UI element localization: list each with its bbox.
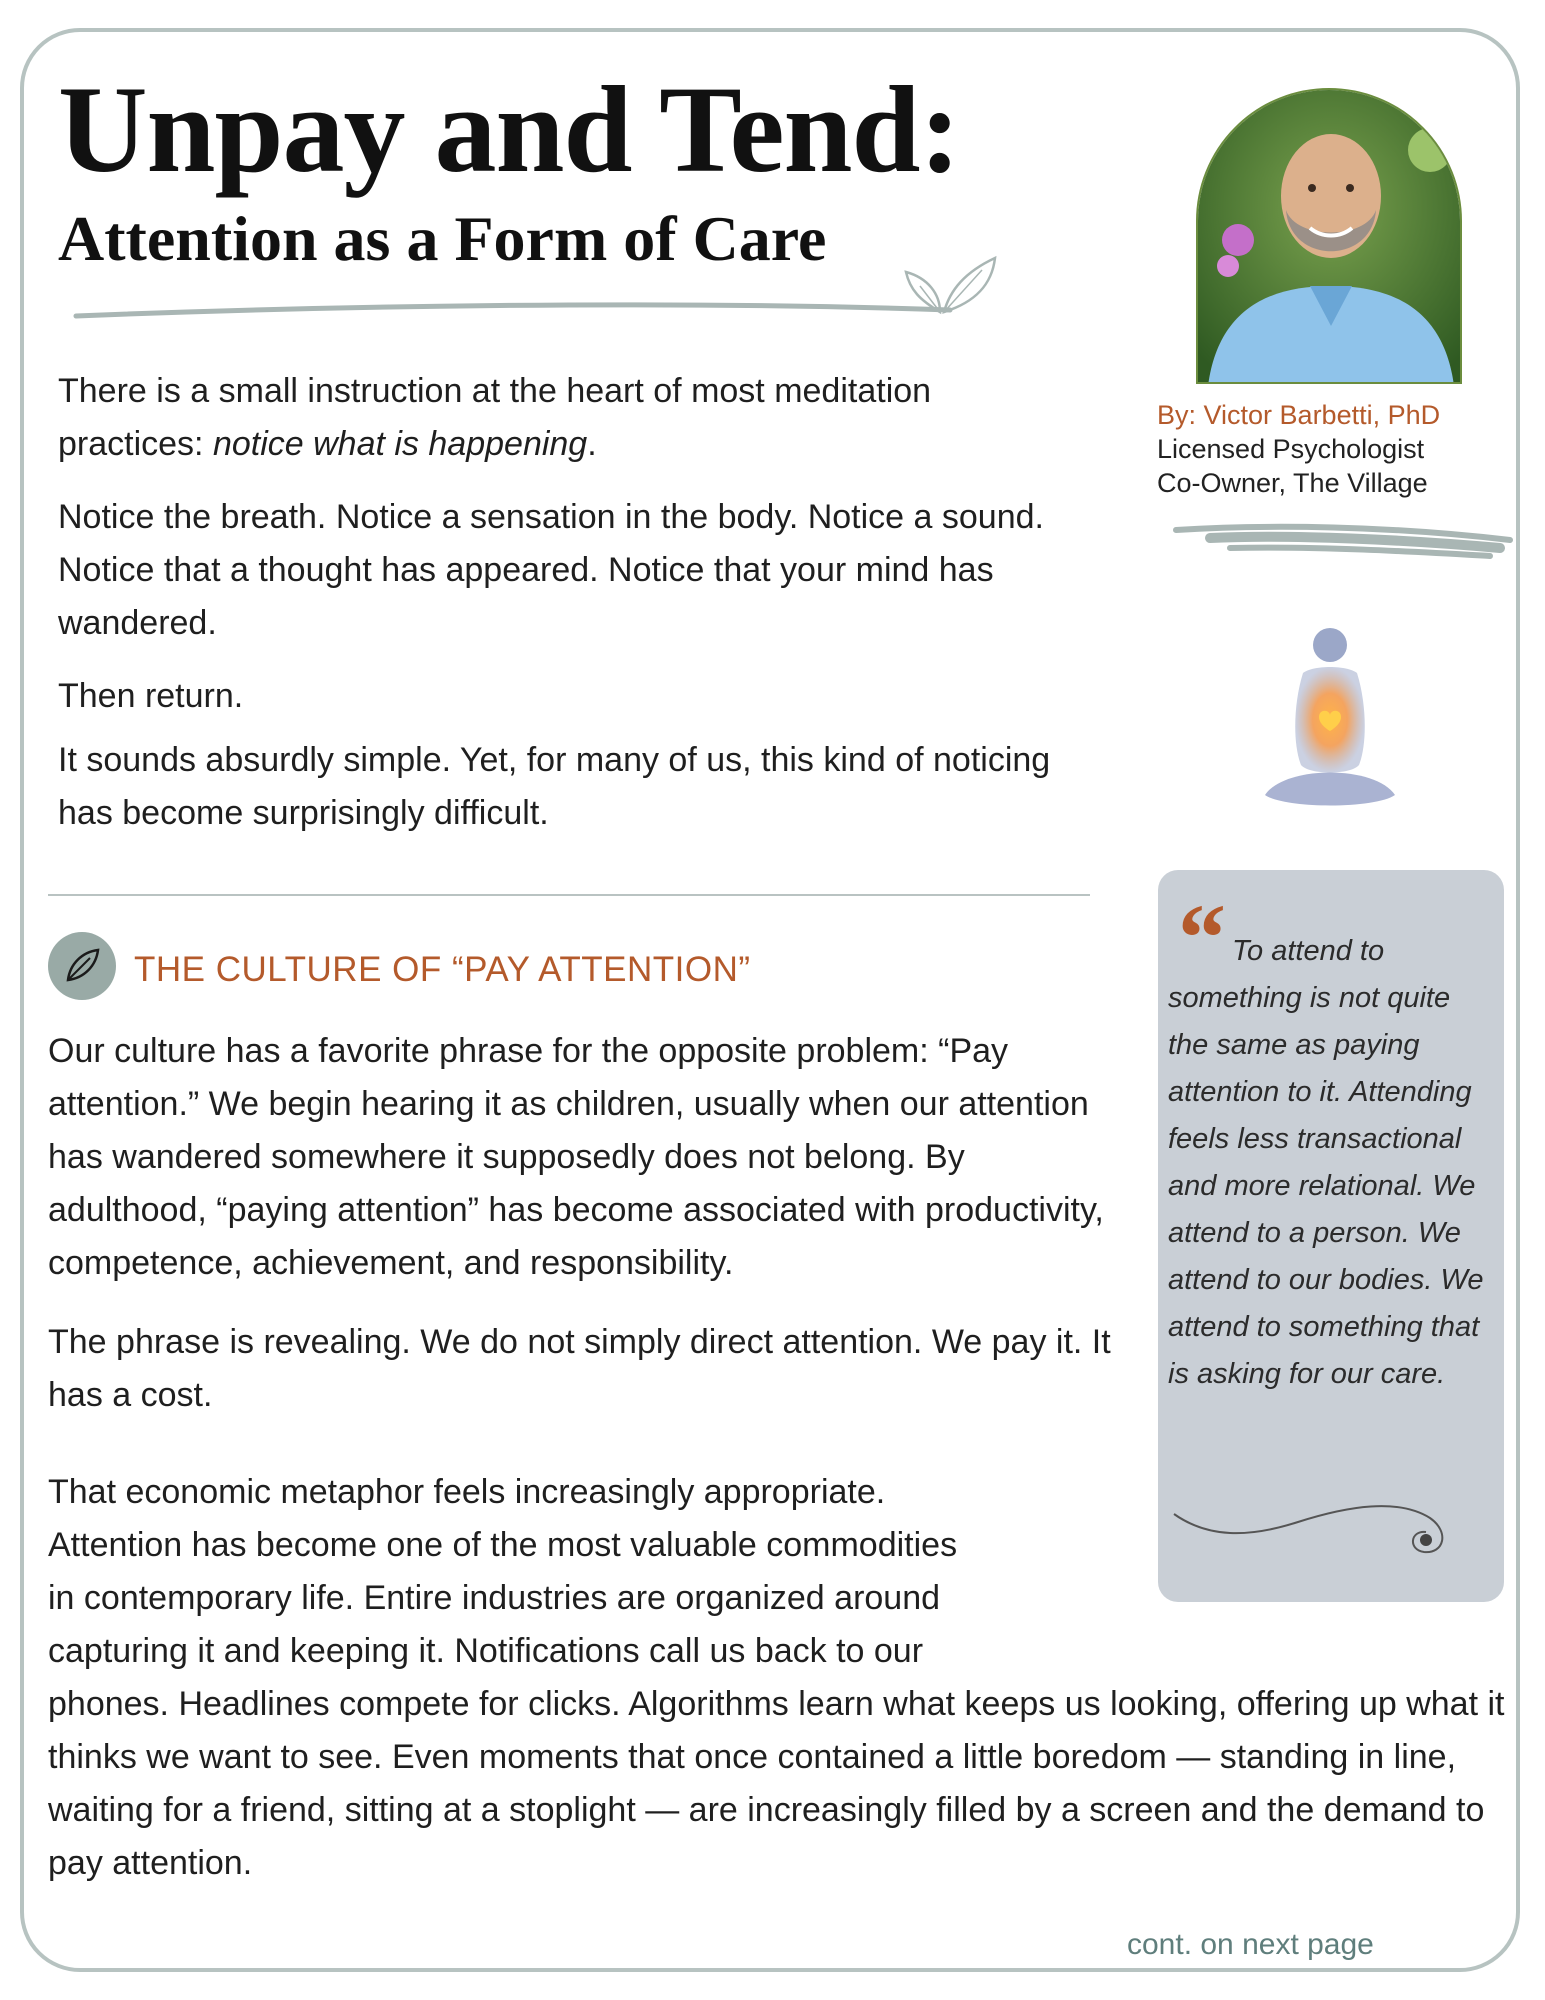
pull-quote-card bbox=[1158, 870, 1504, 1602]
intro-section bbox=[58, 365, 1058, 860]
intro-paragraph: Then return. bbox=[58, 677, 244, 715]
leaf-icon bbox=[48, 932, 116, 1000]
meditation-figure-icon bbox=[1255, 625, 1405, 815]
section-heading: THE CULTURE OF “PAY ATTENTION” bbox=[134, 950, 751, 989]
intro-paragraph: It sounds absurdly simple. Yet, for many of us, this kind of noticing has become surprisingly difficult. bbox=[58, 741, 1051, 832]
author-byline: By: Victor Barbetti, PhD bbox=[1157, 400, 1441, 430]
title-underline-leaf-icon bbox=[70, 250, 1010, 330]
quote-mark-icon: “ bbox=[1178, 884, 1226, 991]
author-affiliation: Co-Owner, The Village bbox=[1157, 468, 1428, 498]
continued-note: cont. on next page bbox=[1127, 1928, 1374, 1961]
section-paragraph: That economic metaphor feels increasingly appropriate. Attention has become one of the most valuable commodities in contemporary life. Entire industries are organized around capturing it and keeping it. Notifications call us back to our phones. Headlines compete for clicks. Algorithms learn what keeps us looking, offering up what it thinks we want to see. Even moments that once contained a little boredom — standing in line, waiting for a friend, sitting at a stoplight — are increasingly filled by a screen and the demand to pay attention. bbox=[48, 1473, 1505, 1882]
pull-quote-text: To attend to something is not quite the same as paying attention to it. Attending feels less transactional and more relational. We attend to a person. We attend to our bodies. We attend to something that is asking for our care. bbox=[1168, 935, 1484, 1390]
section-paragraph: The phrase is revealing. We do not simply direct attention. We pay it. It has a cost. bbox=[48, 1323, 1111, 1414]
section-divider bbox=[48, 894, 1090, 896]
intro-paragraph: Notice the breath. Notice a sensation in the body. Notice a sound. Notice that a thought has appeared. Notice that your mind has wandered. bbox=[58, 498, 1044, 642]
intro-paragraph: There is a small instruction at the heart of most meditation practices: notice what is happening. bbox=[58, 372, 932, 463]
swirl-ornament-icon bbox=[1168, 1488, 1468, 1568]
page-subtitle: Attention as a Form of Care bbox=[58, 203, 827, 274]
section-paragraph: Our culture has a favorite phrase for the opposite problem: “Pay attention.” We begin hearing it as children, usually when our attention has wandered somewhere it supposedly does not belong. By adulthood, “paying attention” has become associated with productivity, competence, achievement, and responsibility. bbox=[48, 1032, 1104, 1282]
author-info bbox=[1157, 398, 1440, 500]
page-title: Unpay and Tend: bbox=[58, 61, 960, 198]
author-portrait bbox=[1196, 88, 1462, 384]
intro-emphasis: notice what is happening bbox=[212, 425, 588, 463]
author-role: Licensed Psychologist bbox=[1157, 434, 1425, 464]
brush-stroke-divider bbox=[1170, 514, 1520, 574]
